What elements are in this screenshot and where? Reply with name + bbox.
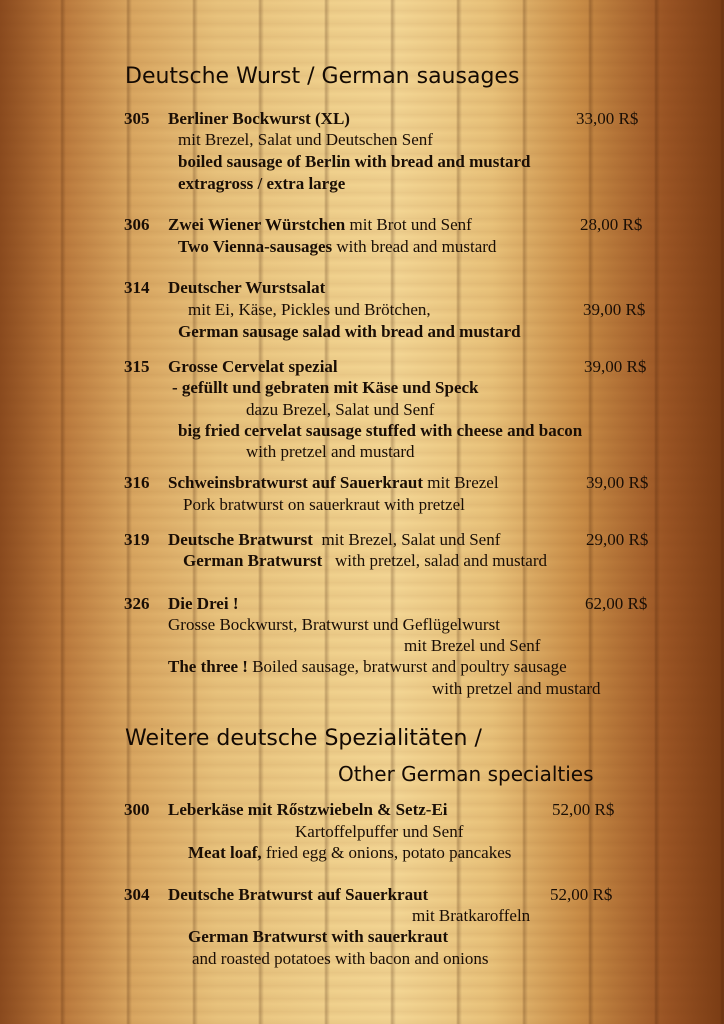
item-number: 305: [124, 109, 150, 128]
item-number: 316: [124, 473, 150, 492]
item-description-de: - gefüllt und gebraten mit Käse und Speck: [172, 378, 479, 397]
item-sides-de: Kartoffelpuffer und Senf: [295, 822, 464, 841]
item-sides-de: mit Brezel und Senf: [404, 636, 541, 655]
item-number: 319: [124, 530, 150, 549]
item-sides-de: mit Bratkaroffeln: [412, 906, 531, 925]
item-number: 314: [124, 278, 150, 297]
item-price: 62,00 R$: [585, 594, 648, 613]
item-title-line: [168, 530, 500, 550]
item-name: Berliner Bockwurst (XL): [168, 109, 350, 128]
item-en-rest: Boiled sausage, bratwurst and poultry sausage: [247, 657, 567, 676]
section-heading-sausages: Deutsche Wurst / German sausages: [125, 64, 520, 89]
item-name: Deutsche Bratwurst: [168, 530, 313, 549]
item-en-name: The three !: [168, 657, 248, 676]
item-title-line: [168, 215, 472, 235]
section-heading-specialties-en: Other German specialties: [338, 762, 594, 786]
item-description-en: [188, 843, 511, 863]
item-description-de: mit Brezel, Salat und Deutschen Senf: [178, 130, 433, 149]
item-en-name: Two Vienna-sausages: [178, 237, 333, 256]
item-name: Leberkäse mit Rőstzwiebeln & Setz-Ei: [168, 800, 448, 819]
item-price: 52,00 R$: [550, 885, 613, 904]
item-name: Grosse Cervelat spezial: [168, 357, 338, 376]
item-name: Deutsche Bratwurst auf Sauerkraut: [168, 885, 429, 904]
item-name: Deutscher Wurstsalat: [168, 278, 326, 297]
item-en-name: German Bratwurst: [183, 551, 323, 570]
item-sides-en: and roasted potatoes with bacon and onions: [192, 949, 489, 968]
item-sides-de: dazu Brezel, Salat und Senf: [246, 400, 435, 419]
item-name-suffix: mit Brezel: [423, 473, 499, 492]
item-price: 28,00 R$: [580, 215, 643, 234]
item-number: 315: [124, 357, 150, 376]
item-price: 39,00 R$: [584, 357, 647, 376]
item-sides-en: with pretzel and mustard: [432, 679, 601, 698]
item-price: 39,00 R$: [586, 473, 649, 492]
item-description-en: [178, 237, 496, 257]
item-name: Schweinsbratwurst auf Sauerkraut: [168, 473, 424, 492]
item-description-de: mit Ei, Käse, Pickles und Brötchen,: [188, 300, 431, 319]
item-description-en: [183, 551, 547, 571]
item-price: 29,00 R$: [586, 530, 649, 549]
item-en-name: Meat loaf,: [188, 843, 262, 862]
item-name-suffix: mit Brot und Senf: [345, 215, 472, 234]
item-name: Zwei Wiener Würstchen: [168, 215, 346, 234]
item-number: 304: [124, 885, 150, 904]
section-heading-specialties-de: Weitere deutsche Spezialitäten /: [125, 726, 482, 751]
item-title-line: [168, 473, 499, 493]
item-description-en: Pork bratwurst on sauerkraut with pretzel: [183, 495, 465, 514]
item-description-en: boiled sausage of Berlin with bread and mustard: [178, 152, 531, 171]
item-description-en: [168, 657, 567, 677]
item-price: 52,00 R$: [552, 800, 615, 819]
item-name-suffix: mit Brezel, Salat und Senf: [312, 530, 501, 549]
item-size-note: extragross / extra large: [178, 174, 346, 193]
item-en-rest: with bread and mustard: [332, 237, 497, 256]
item-description-de: Grosse Bockwurst, Bratwurst und Geflügelwurst: [168, 615, 500, 634]
item-price: 39,00 R$: [583, 300, 646, 319]
item-sides-en: with pretzel and mustard: [246, 442, 415, 461]
item-description-en: German Bratwurst with sauerkraut: [188, 927, 449, 946]
item-name: Die Drei !: [168, 594, 239, 613]
item-price: 33,00 R$: [576, 109, 639, 128]
item-description-en: big fried cervelat sausage stuffed with cheese and bacon: [178, 421, 583, 440]
item-number: 306: [124, 215, 150, 234]
item-description-en: German sausage salad with bread and mustard: [178, 322, 521, 341]
item-number: 300: [124, 800, 150, 819]
item-en-rest: fried egg & onions, potato pancakes: [261, 843, 512, 862]
item-en-rest: with pretzel, salad and mustard: [322, 551, 547, 570]
item-number: 326: [124, 594, 150, 613]
